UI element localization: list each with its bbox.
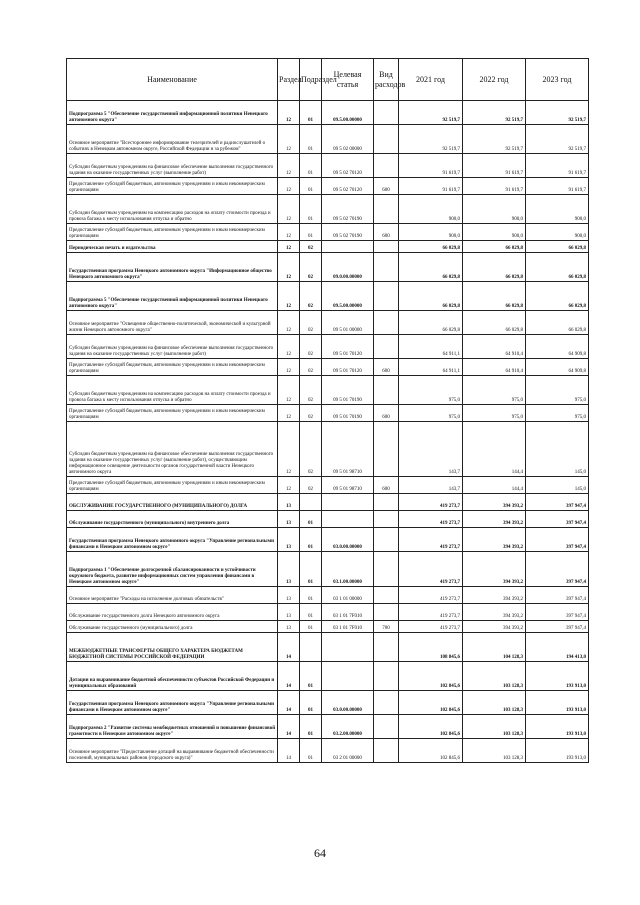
table-row [67, 552, 589, 587]
cell-expense-type [374, 494, 399, 511]
cell-2021: 64 911,1 [399, 335, 463, 359]
cell-expense-type [374, 253, 399, 282]
cell-section: 12 [278, 335, 300, 359]
table-row [67, 422, 589, 477]
cell-subsection: 01 [300, 552, 322, 587]
cell-2023: 397 947,4 [526, 621, 589, 633]
cell-2021: 108 845,6 [399, 633, 463, 662]
cell-2023: 91 619,7 [526, 178, 589, 195]
cell-2022: 64 910,4 [463, 335, 526, 359]
cell-section: 12 [278, 422, 300, 477]
cell-name: Государственная программа Ненецкого автономного округа "Информационное общество Ненецкого автономного округа" [67, 253, 278, 282]
cell-2022: 394 393,2 [463, 494, 526, 511]
cell-2021: 419 273,7 [399, 494, 463, 511]
cell-2023: 397 947,4 [526, 587, 589, 604]
cell-section: 12 [278, 195, 300, 224]
cell-name: МЕЖБЮДЖЕТНЫЕ ТРАНСФЕРТЫ ОБЩЕГО ХАРАКТЕРА БЮДЖЕТАМ БЮДЖЕТНОЙ СИСТЕМЫ РОССИЙСКОЙ ФЕДЕРАЦИИ [67, 633, 278, 662]
cell-subsection: 02 [300, 422, 322, 477]
cell-target: 09 5 02 00000 [322, 125, 374, 154]
cell-2022: 975,0 [463, 376, 526, 405]
cell-name: Предоставление субсидий бюджетным, автономным учреждениям и иным некоммерческим организациям [67, 359, 278, 376]
cell-2022: 394 393,2 [463, 552, 526, 587]
cell-name: Подпрограмма 5 "Обеспечение государственной информационной политики Ненецкого автономного округа" [67, 101, 278, 125]
cell-target: 09 5 01 98710 [322, 422, 374, 477]
cell-target [322, 633, 374, 662]
cell-target: 09.5.00.00000 [322, 282, 374, 311]
cell-name: Предоставление субсидий бюджетным, автономным учреждениям и иным некоммерческим организациям [67, 178, 278, 195]
cell-2022: 92 519,7 [463, 125, 526, 154]
cell-expense-type: 700 [374, 621, 399, 633]
cell-2022: 92 519,7 [463, 101, 526, 125]
cell-target: 03.2.00.00000 [322, 715, 374, 739]
cell-name: Государственная программа Ненецкого автономного округа "Управление региональными финансами в Ненецком автономном округе" [67, 528, 278, 552]
cell-expense-type [374, 511, 399, 528]
header-target: Целевая статья [322, 59, 374, 101]
table-row [67, 715, 589, 739]
cell-subsection: 02 [300, 253, 322, 282]
cell-section: 12 [278, 154, 300, 178]
cell-2022: 66 029,8 [463, 253, 526, 282]
cell-2021: 66 029,8 [399, 253, 463, 282]
cell-section: 12 [278, 125, 300, 154]
cell-expense-type [374, 604, 399, 621]
header-2023: 2023 год [526, 59, 589, 101]
cell-2021: 64 911,1 [399, 359, 463, 376]
cell-name: Субсидии бюджетным учреждениям на компенсацию расходов на оплату стоимости проезда и провоза багажа к месту использования отпуска и обратно [67, 195, 278, 224]
cell-subsection: 02 [300, 241, 322, 253]
cell-2021: 143,7 [399, 477, 463, 494]
cell-expense-type [374, 662, 399, 691]
cell-name: Основное мероприятие "Предоставление дотаций на выравнивание бюджетной обеспеченности поселений, муниципальных районов (городского округа)" [67, 739, 278, 763]
cell-section: 12 [278, 178, 300, 195]
cell-expense-type [374, 335, 399, 359]
cell-target: 03 2 01 00000 [322, 739, 374, 763]
cell-2023: 92 519,7 [526, 101, 589, 125]
cell-target [322, 511, 374, 528]
table-row [67, 376, 589, 405]
cell-2023: 92 519,7 [526, 125, 589, 154]
table-row [67, 477, 589, 494]
cell-section: 14 [278, 662, 300, 691]
table-row [67, 494, 589, 511]
cell-expense-type [374, 587, 399, 604]
cell-expense-type [374, 195, 399, 224]
cell-name: Подпрограмма 2 "Развитие системы межбюджетных отношений и повышение финансовой грамотности в Ненецком автономном округе" [67, 715, 278, 739]
page-number: 64 [314, 846, 326, 860]
cell-name: Основное мероприятие "Освещение общественно-политической, экономической и культурной жизни Ненецкого автономного округа" [67, 311, 278, 335]
cell-expense-type [374, 691, 399, 715]
cell-2021: 419 273,7 [399, 528, 463, 552]
cell-2021: 419 273,7 [399, 621, 463, 633]
cell-subsection: 01 [300, 604, 322, 621]
cell-expense-type [374, 633, 399, 662]
table-row [67, 311, 589, 335]
cell-2023: 193 913,0 [526, 739, 589, 763]
cell-section: 13 [278, 604, 300, 621]
table-row [67, 125, 589, 154]
cell-subsection: 02 [300, 405, 322, 422]
cell-2022: 144,4 [463, 477, 526, 494]
cell-section: 12 [278, 359, 300, 376]
cell-section: 14 [278, 739, 300, 763]
cell-2023: 397 947,4 [526, 528, 589, 552]
cell-2023: 194 413,0 [526, 633, 589, 662]
cell-expense-type: 600 [374, 178, 399, 195]
cell-name: Государственная программа Ненецкого автономного округа "Управление региональными финансами в Ненецком автономном округе" [67, 691, 278, 715]
cell-2023: 900,0 [526, 224, 589, 241]
cell-subsection: 01 [300, 154, 322, 178]
cell-name: ОБСЛУЖИВАНИЕ ГОСУДАРСТВЕННОГО (МУНИЦИПАЛЬНОГО) ДОЛГА [67, 494, 278, 511]
cell-subsection: 01 [300, 125, 322, 154]
cell-section: 12 [278, 241, 300, 253]
cell-expense-type [374, 241, 399, 253]
cell-subsection [300, 633, 322, 662]
cell-subsection: 01 [300, 195, 322, 224]
cell-2023: 397 947,4 [526, 511, 589, 528]
table-row [67, 511, 589, 528]
table-row [67, 253, 589, 282]
cell-expense-type [374, 528, 399, 552]
cell-name: Основное мероприятие "Расходы на исполнение долговых обязательств" [67, 587, 278, 604]
cell-2021: 975,0 [399, 405, 463, 422]
cell-2022: 91 619,7 [463, 154, 526, 178]
cell-2023: 64 909,8 [526, 359, 589, 376]
cell-2023: 397 947,4 [526, 604, 589, 621]
cell-subsection: 02 [300, 311, 322, 335]
header-name: Наименование [67, 59, 278, 101]
cell-2021: 102 845,6 [399, 662, 463, 691]
table-row [67, 604, 589, 621]
cell-2022: 900,0 [463, 224, 526, 241]
cell-target: 03 1 01 7F010 [322, 604, 374, 621]
table-row [67, 241, 589, 253]
cell-2022: 394 393,2 [463, 528, 526, 552]
cell-target: 09 5 02 70120 [322, 178, 374, 195]
table-row [67, 621, 589, 633]
cell-expense-type [374, 311, 399, 335]
cell-2023: 397 947,4 [526, 494, 589, 511]
cell-subsection [300, 494, 322, 511]
cell-2023: 66 029,8 [526, 311, 589, 335]
cell-expense-type [374, 154, 399, 178]
cell-expense-type [374, 552, 399, 587]
cell-2022: 91 619,7 [463, 178, 526, 195]
header-expense-type: Вид расходов [374, 59, 399, 101]
cell-target: 03 1 01 00000 [322, 587, 374, 604]
cell-2021: 900,0 [399, 224, 463, 241]
cell-section: 14 [278, 691, 300, 715]
header-subsection: Подраздел [300, 59, 322, 101]
cell-2021: 419 273,7 [399, 511, 463, 528]
cell-expense-type [374, 282, 399, 311]
cell-2021: 92 519,7 [399, 101, 463, 125]
cell-subsection: 02 [300, 477, 322, 494]
table-row [67, 154, 589, 178]
cell-target [322, 241, 374, 253]
cell-subsection: 01 [300, 178, 322, 195]
cell-2022: 66 029,8 [463, 241, 526, 253]
cell-target: 03.1.00.00000 [322, 552, 374, 587]
cell-2021: 66 029,8 [399, 282, 463, 311]
cell-section: 13 [278, 552, 300, 587]
cell-target: 03 1 01 7F010 [322, 621, 374, 633]
cell-expense-type [374, 422, 399, 477]
cell-target: 09 5 01 98710 [322, 477, 374, 494]
header-2021: 2021 год [399, 59, 463, 101]
cell-subsection: 01 [300, 224, 322, 241]
table-row [67, 528, 589, 552]
cell-expense-type: 600 [374, 477, 399, 494]
cell-2023: 975,0 [526, 405, 589, 422]
cell-2022: 394 393,2 [463, 604, 526, 621]
cell-name: Субсидии бюджетным учреждениям на финансовое обеспечение выполнения государственного задания на оказание государственных услуг (выполнение работ) [67, 154, 278, 178]
header-row [67, 59, 589, 101]
cell-subsection: 01 [300, 101, 322, 125]
table-row [67, 195, 589, 224]
cell-2023: 193 913,0 [526, 691, 589, 715]
cell-target: 03.0.00.00000 [322, 528, 374, 552]
cell-subsection: 02 [300, 376, 322, 405]
cell-2022: 900,0 [463, 195, 526, 224]
cell-2021: 419 273,7 [399, 552, 463, 587]
cell-2021: 975,0 [399, 376, 463, 405]
cell-expense-type [374, 125, 399, 154]
cell-section: 13 [278, 621, 300, 633]
cell-target: 09 5 02 70120 [322, 154, 374, 178]
table-row [67, 405, 589, 422]
cell-name: Субсидии бюджетным учреждениям на компенсацию расходов на оплату стоимости проезда и провоза багажа к месту использования отпуска и обратно [67, 376, 278, 405]
cell-expense-type [374, 101, 399, 125]
table-row [67, 739, 589, 763]
cell-target [322, 494, 374, 511]
cell-2021: 102 845,6 [399, 739, 463, 763]
cell-expense-type: 600 [374, 359, 399, 376]
cell-2021: 102 845,6 [399, 691, 463, 715]
table-row [67, 691, 589, 715]
cell-subsection: 02 [300, 335, 322, 359]
cell-subsection: 01 [300, 528, 322, 552]
cell-target: 09 5 02 70190 [322, 224, 374, 241]
cell-section: 12 [278, 224, 300, 241]
cell-2022: 394 393,2 [463, 587, 526, 604]
cell-name: Обслуживание государственного долга Ненецкого автономного округа [67, 604, 278, 621]
header-section: Раздел [278, 59, 300, 101]
cell-subsection: 01 [300, 587, 322, 604]
cell-2022: 104 128,3 [463, 633, 526, 662]
cell-name: Подпрограмма 5 "Обеспечение государственной информационной политики Ненецкого автономного округа" [67, 282, 278, 311]
table-row [67, 178, 589, 195]
cell-2023: 66 029,8 [526, 253, 589, 282]
cell-target: 09.0.00.00000 [322, 253, 374, 282]
cell-subsection: 01 [300, 621, 322, 633]
cell-section: 13 [278, 528, 300, 552]
cell-2023: 900,0 [526, 195, 589, 224]
cell-2021: 419 273,7 [399, 587, 463, 604]
cell-section: 12 [278, 311, 300, 335]
cell-2021: 143,7 [399, 422, 463, 477]
cell-subsection: 01 [300, 511, 322, 528]
cell-target [322, 662, 374, 691]
cell-2022: 66 029,8 [463, 282, 526, 311]
cell-section: 13 [278, 494, 300, 511]
cell-subsection: 01 [300, 691, 322, 715]
cell-expense-type [374, 739, 399, 763]
cell-section: 12 [278, 376, 300, 405]
cell-2023: 91 619,7 [526, 154, 589, 178]
cell-2021: 91 619,7 [399, 178, 463, 195]
cell-expense-type: 600 [374, 405, 399, 422]
cell-target: 09 5 01 70190 [322, 405, 374, 422]
cell-target: 09.5.00.00000 [322, 101, 374, 125]
cell-target: 09 5 01 70120 [322, 335, 374, 359]
cell-section: 12 [278, 101, 300, 125]
cell-2021: 419 273,7 [399, 604, 463, 621]
cell-2022: 975,0 [463, 405, 526, 422]
cell-name: Субсидии бюджетным учреждениям на финансовое обеспечение выполнения государственного задания на оказание государственных услуг (выполнение работ) [67, 335, 278, 359]
cell-target: 09 5 01 70120 [322, 359, 374, 376]
table-row [67, 359, 589, 376]
table-row [67, 224, 589, 241]
cell-2021: 900,0 [399, 195, 463, 224]
cell-2022: 66 029,8 [463, 311, 526, 335]
cell-expense-type [374, 715, 399, 739]
table-row [67, 101, 589, 125]
cell-2021: 66 029,8 [399, 241, 463, 253]
cell-name: Периодическая печать и издательства [67, 241, 278, 253]
cell-2022: 103 128,3 [463, 662, 526, 691]
header-2022: 2022 год [463, 59, 526, 101]
cell-2022: 394 393,2 [463, 511, 526, 528]
cell-2022: 394 393,2 [463, 621, 526, 633]
cell-target: 09 5 01 00000 [322, 311, 374, 335]
cell-2022: 144,4 [463, 422, 526, 477]
table-row [67, 282, 589, 311]
cell-2023: 397 947,4 [526, 552, 589, 587]
cell-name: Обслуживание государственного (муниципального) внутреннего долга [67, 511, 278, 528]
cell-section: 14 [278, 633, 300, 662]
cell-2021: 66 029,8 [399, 311, 463, 335]
cell-target: 09 5 01 70190 [322, 376, 374, 405]
table-row [67, 335, 589, 359]
cell-2023: 193 913,0 [526, 662, 589, 691]
cell-2021: 92 519,7 [399, 125, 463, 154]
cell-2023: 145,0 [526, 422, 589, 477]
cell-subsection: 01 [300, 715, 322, 739]
cell-section: 12 [278, 477, 300, 494]
cell-2022: 103 128,3 [463, 691, 526, 715]
cell-section: 12 [278, 282, 300, 311]
cell-name: Дотации на выравнивание бюджетной обеспеченности субъектов Российской Федерации и муниципальных образований [67, 662, 278, 691]
cell-2022: 103 128,3 [463, 739, 526, 763]
cell-section: 14 [278, 715, 300, 739]
cell-2022: 64 910,4 [463, 359, 526, 376]
cell-section: 12 [278, 253, 300, 282]
cell-target: 09 5 02 70190 [322, 195, 374, 224]
cell-subsection: 02 [300, 359, 322, 376]
cell-name: Субсидии бюджетным учреждениям на финансовое обеспечение выполнения государственного задания на оказание государственных услуг (выполнение работ), осуществляющим информационное освещение деятельности органов государственной власти Ненецкого автономного округа [67, 422, 278, 477]
cell-2021: 102 845,6 [399, 715, 463, 739]
cell-name: Обслуживание государственного (муниципального) долга [67, 621, 278, 633]
cell-2023: 145,0 [526, 477, 589, 494]
cell-expense-type [374, 376, 399, 405]
cell-expense-type: 600 [374, 224, 399, 241]
table-row [67, 662, 589, 691]
cell-name: Предоставление субсидий бюджетным, автономным учреждениям и иным некоммерческим организациям [67, 405, 278, 422]
cell-section: 12 [278, 405, 300, 422]
cell-target: 03.0.00.00000 [322, 691, 374, 715]
cell-subsection: 01 [300, 739, 322, 763]
table-row [67, 633, 589, 662]
table-row [67, 587, 589, 604]
cell-name: Предоставление субсидий бюджетным, автономным учреждениям и иным некоммерческим организациям [67, 224, 278, 241]
cell-2023: 64 909,8 [526, 335, 589, 359]
cell-subsection: 01 [300, 662, 322, 691]
budget-table [66, 58, 589, 763]
cell-2023: 975,0 [526, 376, 589, 405]
cell-section: 13 [278, 511, 300, 528]
cell-2022: 103 128,3 [463, 715, 526, 739]
cell-name: Подпрограмма 1 "Обеспечение долгосрочной сбалансированности и устойчивости окружного бюджета, развитие информационных систем управления финансами в Ненецком автономном округе" [67, 552, 278, 587]
cell-2021: 91 619,7 [399, 154, 463, 178]
cell-2023: 66 029,8 [526, 282, 589, 311]
cell-subsection: 02 [300, 282, 322, 311]
cell-section: 13 [278, 587, 300, 604]
cell-name: Основное мероприятие "Всестороннее информирование телезрителей и радиослушателей о событиях в Ненецком автономном округе, Российской Федерации и за рубежом" [67, 125, 278, 154]
cell-2023: 66 029,8 [526, 241, 589, 253]
cell-name: Предоставление субсидий бюджетным, автономным учреждениям и иным некоммерческим организациям [67, 477, 278, 494]
cell-2023: 193 913,0 [526, 715, 589, 739]
